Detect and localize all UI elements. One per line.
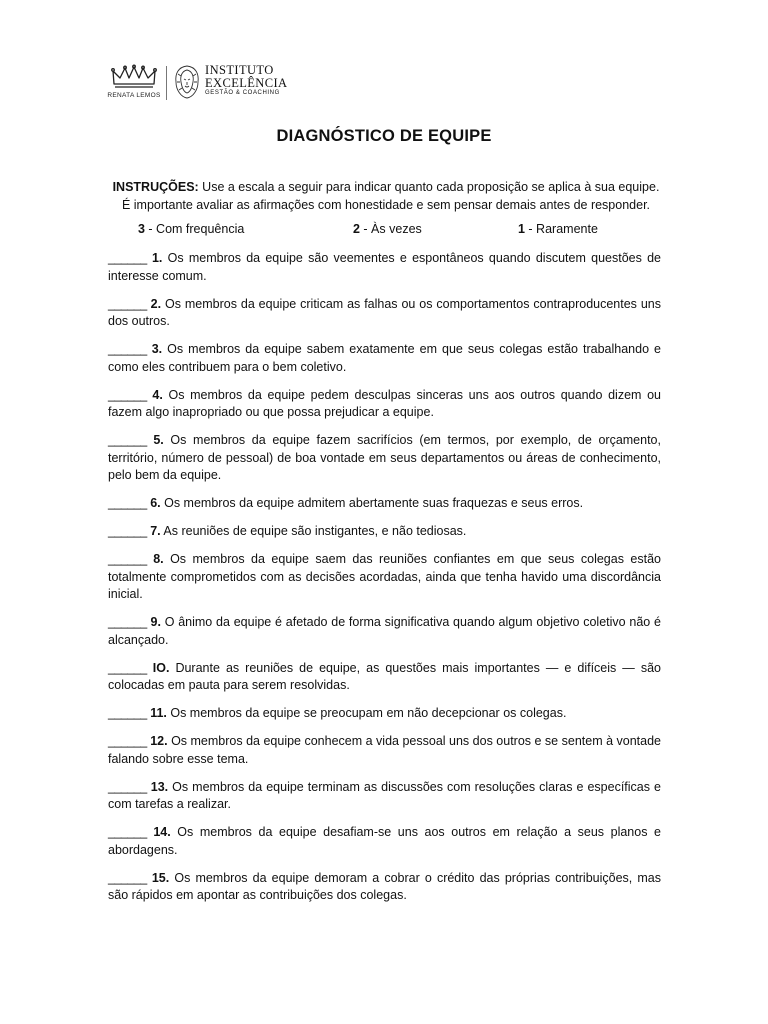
statement-item [108,495,661,513]
statement-item [108,387,661,422]
statement-list [108,250,661,915]
statement-text: Os membros da equipe saem das reuniões confiantes em que seus colegas estão totalmente comprometidos com as decisões acordadas, ainda que tenha havido uma discordância inicial. [108,552,662,601]
scale-option-2 [353,222,422,236]
statement-number: 5. [153,433,164,447]
answer-blank[interactable]: ______ [108,734,147,748]
answer-blank[interactable]: ______ [108,779,147,794]
answer-blank[interactable]: ______ [108,296,147,311]
statement-number: 2. [150,296,162,311]
statement-number: 3. [151,342,163,356]
statement-number: 12. [150,734,168,748]
statement-item [108,733,661,768]
scale-value: 2 [353,222,360,236]
answer-blank[interactable]: ______ [108,387,147,402]
statement-text: Os membros da equipe pedem desculpas sinceras uns aos outros quando dizem ou fazem algo inapropriado ou que possa prejudicar a equipe. [108,387,661,419]
scale-value: 3 [138,222,145,236]
scale-label: - Às vezes [359,222,422,236]
statement-item [108,660,661,695]
statement-number: IO. [152,660,170,675]
excelencia-label: EXCELÊNCIA [205,75,288,90]
answer-blank[interactable]: ______ [108,825,147,839]
answer-blank[interactable]: ______ [108,552,147,566]
statement-text: As reuniões de equipe são instigantes, e não tediosas. [160,524,467,538]
statement-text: Os membros da equipe são veementes e espontâneos quando discutem questões de interesse comum. [108,251,661,283]
statement-number: 6. [150,496,161,510]
statement-item [108,523,661,541]
header-logos [107,63,288,104]
statement-text: Os membros da equipe demoram a cobrar o crédito das próprias contribuições, mas são rápidos em apontar as contribuições dos colegas. [108,870,661,902]
instructions [112,178,660,214]
statement-item [108,296,661,331]
statement-item [108,870,661,905]
rating-scale [0,222,768,240]
answer-blank[interactable]: ______ [108,524,147,538]
answer-blank[interactable]: ______ [108,433,147,447]
statement-item [108,432,661,485]
statement-text: Os membros da equipe terminam as discussões com resoluções claras e específicas e com tarefas a realizar. [108,779,661,811]
statement-text: Os membros da equipe admitem abertamente suas fraquezas e seus erros. [160,496,584,510]
answer-blank[interactable]: ______ [108,870,147,885]
statement-number: 14. [153,825,171,839]
statement-text: Os membros da equipe criticam as falhas ou os comportamentos contraproducentes uns dos outros. [108,296,661,328]
statement-number: 1. [151,251,163,265]
logo-divider [166,66,167,100]
statement-text: Os membros da equipe fazem sacrifícios (em termos, por exemplo, de orçamento, território, número de pessoal) de boa vontade em seus departamentos ou áreas de conhecimento, pelo bem da equipe. [108,433,661,482]
lion-icon [173,64,201,100]
statement-item [108,779,661,814]
answer-blank[interactable]: ______ [108,660,147,675]
scale-option-3 [138,222,244,236]
page-title: DIAGNÓSTICO DE EQUIPE [276,127,492,145]
renata-lemos-label: RENATA LEMOS [107,92,161,99]
instructions-text: Use a escala a seguir para indicar quanto cada proposição se aplica à sua equipe. É importante avaliar as afirmações com honestidade e sem pensar demais antes de responder. [121,180,660,212]
statement-item [108,341,661,376]
crown-icon [111,64,157,90]
statement-text: Os membros da equipe se preocupam em não decepcionar os colegas. [166,706,567,720]
statement-item [108,551,661,604]
statement-text: O ânimo da equipe é afetado de forma significativa quando algum objetivo coletivo não é alcançado. [108,615,661,647]
statement-item [108,705,661,723]
statement-text: Os membros da equipe conhecem a vida pessoal uns dos outros e se sentem à vontade falando sobre esse tema. [108,734,661,766]
statement-item [108,824,661,859]
instructions-label: INSTRUÇÕES: [112,180,199,194]
statement-number: 9. [150,615,161,629]
statement-text: Durante as reuniões de equipe, as questões mais importantes — e difíceis — são colocadas em pauta para serem resolvidas. [108,660,661,692]
statement-number: 15. [151,870,170,885]
answer-blank[interactable]: ______ [108,251,147,265]
instituto-excelencia-logo [173,64,287,100]
statement-number: 13. [150,779,169,794]
answer-blank[interactable]: ______ [108,342,147,356]
renata-lemos-logo [107,64,161,99]
instituto-label: INSTITUTO [205,63,274,77]
answer-blank[interactable]: ______ [108,496,147,510]
scale-option-1 [518,222,598,236]
answer-blank[interactable]: ______ [108,615,147,629]
statement-number: 4. [152,387,163,402]
answer-blank[interactable]: ______ [108,706,147,720]
statement-item [108,250,661,285]
statement-number: 7. [150,524,161,538]
statement-number: 8. [153,552,164,566]
statement-text: Os membros da equipe desafiam-se uns aos outros em relação a seus planos e abordagens. [108,825,661,857]
scale-label: - Com frequência [144,222,245,236]
gestao-coaching-label: GESTÃO & COACHING [205,90,280,96]
statement-text: Os membros da equipe sabem exatamente em que seus colegas estão trabalhando e como eles contribuem para o bem coletivo. [108,342,661,374]
scale-value: 1 [518,222,525,236]
statement-item [108,614,661,649]
scale-label: - Raramente [524,222,598,236]
statement-number: 11. [150,706,167,720]
